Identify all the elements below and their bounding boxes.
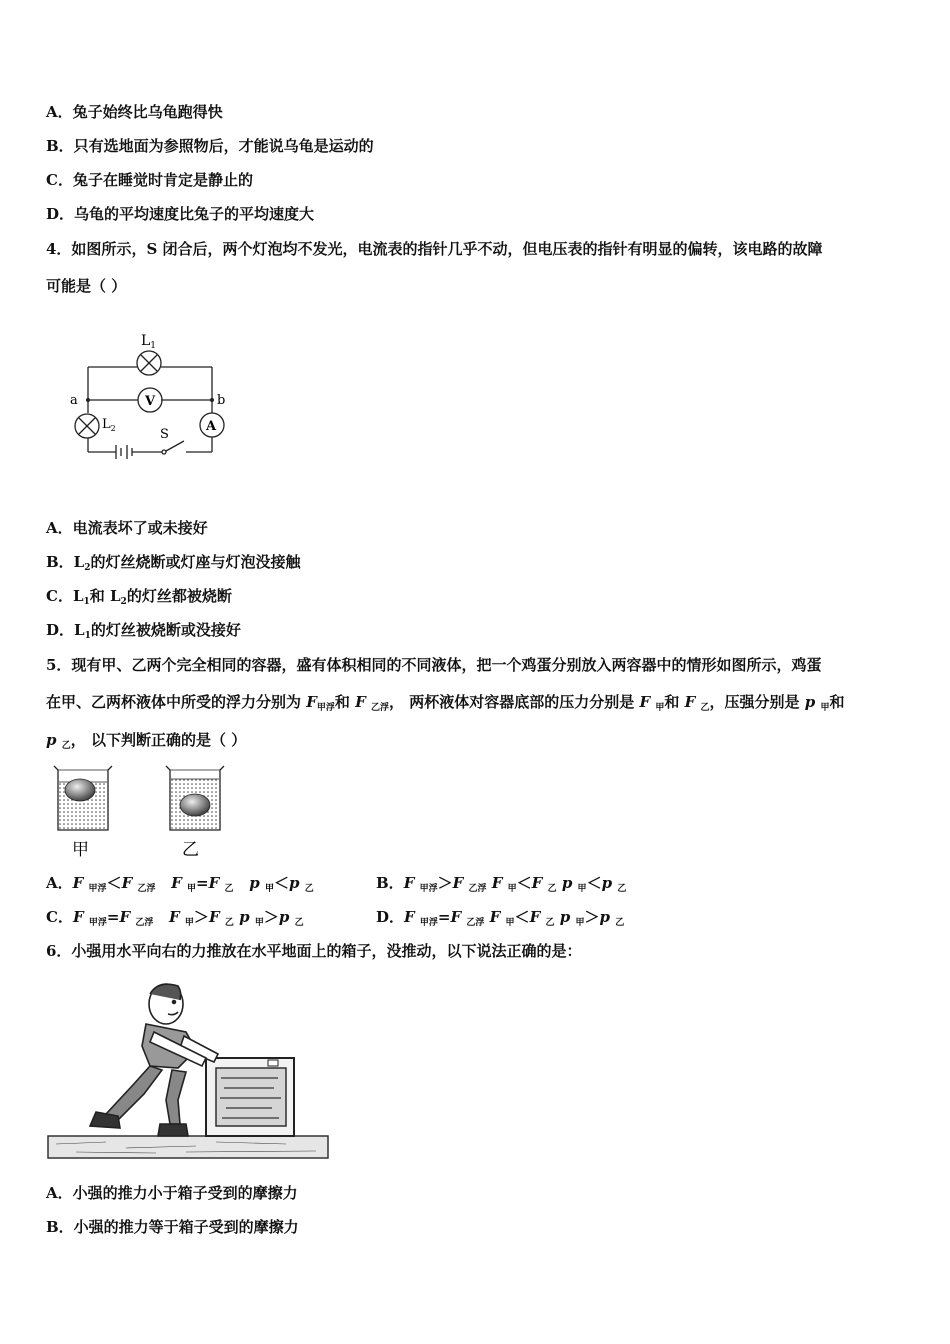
beaker-yi-label: 乙 (182, 840, 199, 860)
q5-a-op1: ＜ (106, 874, 122, 892)
q5-stem-line3 (46, 730, 246, 753)
q5-d-p1: p (559, 908, 571, 926)
q4-c-post: 的灯丝都被烧断 (126, 587, 232, 605)
q5-option-a (46, 873, 314, 896)
q4-d-post: 的灯丝被烧断或没接好 (90, 621, 241, 639)
q5-l3-b: ， 以下判断正确的是（ ） (70, 731, 247, 749)
q5-d-f4: F (529, 908, 541, 926)
q5-l2-c: ，压强分别是 (709, 693, 805, 711)
q5-l2-b: ， 两杯液体对容器底部的压力分别是 (389, 693, 640, 711)
q3-option-a: A．兔子始终比乌龟跑得快 (46, 103, 223, 121)
q5-l2-he: 和 (334, 693, 356, 711)
q5-d-f1: F (404, 908, 415, 926)
q5-c-p1: p (239, 908, 250, 926)
q5-c-op1: = (106, 908, 120, 926)
q4-d-pre: D．L (46, 621, 85, 639)
q4-option-c (46, 586, 232, 609)
circuit-label-l1-sub: 1 (150, 341, 157, 351)
q3-option-c: C．兔子在睡觉时肯定是静止的 (46, 171, 253, 189)
q5-c-s5: 甲 (254, 918, 264, 928)
q5-c-s1: 甲浮 (88, 918, 107, 928)
circuit-label-l1: L (141, 333, 151, 349)
q4-c-sub2: 2 (120, 597, 127, 607)
svg-text:L1 (141, 333, 156, 351)
q5-a-s3: 甲 (187, 884, 197, 894)
q5-a-f2: F (121, 874, 133, 892)
q5-c-p2: p (278, 908, 290, 926)
q5-c-op2: ＞ (193, 908, 209, 926)
q5-c-s6: 乙 (294, 918, 304, 928)
q4-b-sub: 2 (84, 563, 91, 573)
q5-l2-f4: F (684, 693, 696, 711)
q5-b-s2: 乙浮 (468, 884, 487, 894)
q5-c-f4: F (208, 908, 220, 926)
q5-option-d (376, 907, 624, 930)
q5-a-f1: F (72, 874, 84, 892)
q5-l2-sub-yifu: 乙浮 (371, 703, 390, 713)
q5-b-letter: B． (376, 874, 404, 892)
q3-option-d: D．乌龟的平均速度比兔子的平均速度大 (46, 205, 315, 223)
q4-d-sub: 1 (84, 631, 91, 641)
q5-c-s2: 乙浮 (135, 918, 154, 928)
q5-c-op3: ＞ (263, 908, 279, 926)
q3-option-b: B．只有选地面为参照物后，才能说乌龟是运动的 (46, 137, 374, 155)
q5-b-f4: F (531, 874, 543, 892)
q5-l2-sub-jia2: 甲 (820, 703, 830, 713)
q4-option-d (46, 620, 241, 643)
q5-d-op3: ＞ (584, 908, 600, 926)
q5-c-f3: F (169, 908, 180, 926)
q6-option-b: B．小强的推力等于箱子受到的摩擦力 (46, 1218, 299, 1236)
q5-a-op2: = (196, 874, 209, 892)
q4-c-pre: C．L (46, 587, 84, 605)
q6-option-a: A．小强的推力小于箱子受到的摩擦力 (46, 1184, 298, 1202)
q5-l2-a: 在甲、乙两杯液体中所受的浮力分别为 (46, 693, 307, 711)
q5-a-f3: F (171, 874, 182, 892)
q5-l2-p1: p (804, 693, 816, 711)
circuit-label-b: b (217, 393, 226, 408)
q5-l3-sub-yi: 乙 (61, 741, 71, 751)
q5-d-f3: F (489, 908, 501, 926)
q5-l2-sub-jiafu: 甲浮 (316, 703, 335, 713)
q4-option-a: A．电流表坏了或未接好 (46, 519, 208, 537)
q5-l2-he3: 和 (829, 693, 845, 711)
switch-label: S (160, 427, 169, 442)
q5-a-p2: p (288, 874, 300, 892)
q5-d-s2: 乙浮 (466, 918, 485, 928)
q5-a-s2: 乙浮 (137, 884, 156, 894)
q5-stem-line1: 5．现有甲、乙两个完全相同的容器，盛有体积相同的不同液体，把一个鸡蛋分别放入两容器中的情形如图所示，鸡蛋 (46, 656, 822, 674)
beaker-jia-label: 甲 (72, 840, 89, 860)
q4-option-b (46, 552, 301, 575)
q5-d-s6: 乙 (615, 918, 625, 928)
q5-a-op3: ＜ (273, 874, 289, 892)
q5-d-s4: 乙 (545, 918, 555, 928)
circuit-label-l2-sub: 2 (110, 424, 116, 433)
q5-c-s3: 甲 (184, 918, 194, 928)
q5-b-f3: F (491, 874, 503, 892)
q5-d-f2: F (450, 908, 462, 926)
circuit-label-l2: L (102, 417, 111, 432)
q5-b-s4: 乙 (547, 884, 557, 894)
q5-b-op2: ＜ (516, 874, 532, 892)
q5-beaker-yi (162, 762, 227, 862)
q5-a-s1: 甲浮 (88, 884, 107, 894)
q6-stem: 6．小强用水平向右的力推放在水平地面上的箱子，没推动，以下说法正确的是： (46, 942, 582, 960)
q5-b-s3: 甲 (507, 884, 517, 894)
q5-d-letter: D． (376, 908, 405, 926)
q5-d-s1: 甲浮 (419, 918, 438, 928)
svg-text:L2 (102, 417, 116, 433)
q6-boy-pushing-box-illustration (46, 976, 331, 1166)
q5-beaker-jia (50, 762, 115, 862)
q5-a-s4: 乙 (224, 884, 234, 894)
q5-b-f1: F (403, 874, 415, 892)
q5-b-s6: 乙 (617, 884, 627, 894)
q5-d-op1: = (437, 908, 451, 926)
q5-b-s5: 甲 (577, 884, 587, 894)
q5-l2-f3: F (639, 693, 651, 711)
q5-l2-sub-yi: 乙 (700, 703, 710, 713)
q5-a-f4: F (208, 874, 220, 892)
q5-d-op2: ＜ (514, 908, 530, 926)
q4-stem-line1: 4．如图所示，S 闭合后，两个灯泡均不发光，电流表的指针几乎不动，但电压表的指针有明显的偏转，该电路的故障 (46, 240, 823, 258)
q5-b-op1: ＞ (437, 874, 453, 892)
q5-c-f2: F (119, 908, 131, 926)
q4-c-mid: 和 L (89, 587, 121, 605)
q5-c-letter: C． (46, 908, 73, 926)
q5-b-p1: p (561, 874, 573, 892)
q5-b-p2: p (601, 874, 613, 892)
q5-option-c (46, 907, 304, 930)
q5-c-f1: F (72, 908, 84, 926)
q5-l2-f2: F (355, 693, 366, 711)
q5-stem-line2 (46, 692, 845, 715)
q5-l2-f1: F (306, 693, 317, 711)
q5-d-p2: p (599, 908, 610, 926)
q5-l2-he2: 和 (664, 693, 685, 711)
q5-option-b (376, 873, 626, 896)
q4-circuit-diagram (60, 325, 240, 465)
q5-d-s3: 甲 (505, 918, 515, 928)
q5-c-s4: 乙 (224, 918, 234, 928)
q5-l3-p: p (46, 731, 57, 749)
q5-b-op3: ＜ (586, 874, 602, 892)
q5-a-letter: A． (46, 874, 73, 892)
q4-stem-line2: 可能是（ ） (46, 277, 127, 295)
q5-a-p1: p (249, 874, 260, 892)
q5-l2-sub-jia: 甲 (655, 703, 665, 713)
ammeter-label: A (206, 419, 217, 434)
q4-b-post: 的灯丝烧断或灯座与灯泡没接触 (90, 553, 301, 571)
q5-b-f2: F (452, 874, 464, 892)
voltmeter-label: V (145, 394, 156, 409)
q5-b-s1: 甲浮 (419, 884, 438, 894)
q5-a-s5: 甲 (264, 884, 274, 894)
q4-c-sub1: 1 (83, 597, 90, 607)
circuit-label-a: a (70, 393, 78, 408)
q5-d-s5: 甲 (575, 918, 585, 928)
q5-a-s6: 乙 (304, 884, 314, 894)
q4-b-pre: B．L (46, 553, 85, 571)
